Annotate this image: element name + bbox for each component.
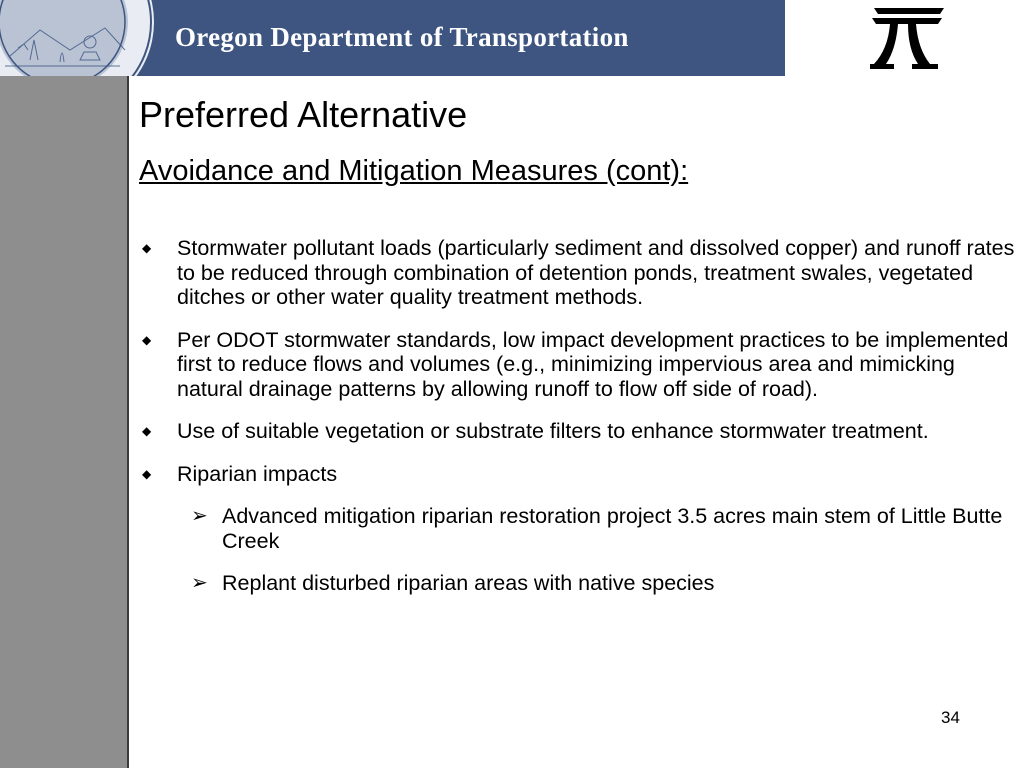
arrow-bullet-icon: ➢	[191, 505, 208, 527]
sub-bullet-text: Replant disturbed riparian areas with native species	[222, 571, 715, 595]
side-panel	[0, 76, 129, 768]
bullet-item	[139, 462, 1021, 596]
header-banner	[0, 0, 785, 76]
arrow-bullet-icon: ➢	[191, 572, 208, 594]
diamond-bullet-icon: ◆	[142, 424, 152, 438]
slide-subtitle: Avoidance and Mitigation Measures (cont):	[139, 155, 689, 187]
bullet-item	[139, 419, 1021, 444]
oregon-state-seal-icon	[0, 0, 160, 76]
bullet-item	[139, 328, 1021, 402]
bullet-item	[139, 236, 1021, 310]
slide-title: Preferred Alternative	[139, 94, 468, 135]
sub-bullet-list	[177, 504, 1021, 596]
odot-logo-icon	[868, 4, 948, 72]
header-title: Oregon Department of Transportation	[175, 22, 629, 52]
diamond-bullet-icon: ◆	[142, 241, 152, 255]
sub-bullet-text: Advanced mitigation riparian restoration project 3.5 acres main stem of Little Butte Creek	[222, 504, 1003, 553]
bullet-text: Use of suitable vegetation or substrate filters to enhance stormwater treatment.	[177, 419, 929, 443]
bullet-text: Per ODOT stormwater standards, low impact development practices to be implemented first to reduce flows and volumes (e.g., minimizing impervious area and mimicking natural drainage patterns by allowing runoff to flow off side of road).	[177, 327, 1009, 401]
bullet-text: Riparian impacts	[177, 461, 338, 486]
sub-bullet-item	[177, 504, 1021, 553]
page-number: 34	[941, 708, 960, 727]
sub-bullet-item	[177, 571, 1021, 596]
diamond-bullet-icon: ◆	[142, 332, 152, 347]
diamond-bullet-icon: ◆	[142, 466, 152, 481]
bullet-list	[139, 236, 1021, 614]
bullet-text: Stormwater pollutant loads (particularly sediment and dissolved copper) and runoff rates to be reduced through combination of detention ponds, treatment swales, vegetated ditches or other water quality treatment methods.	[177, 236, 1015, 309]
